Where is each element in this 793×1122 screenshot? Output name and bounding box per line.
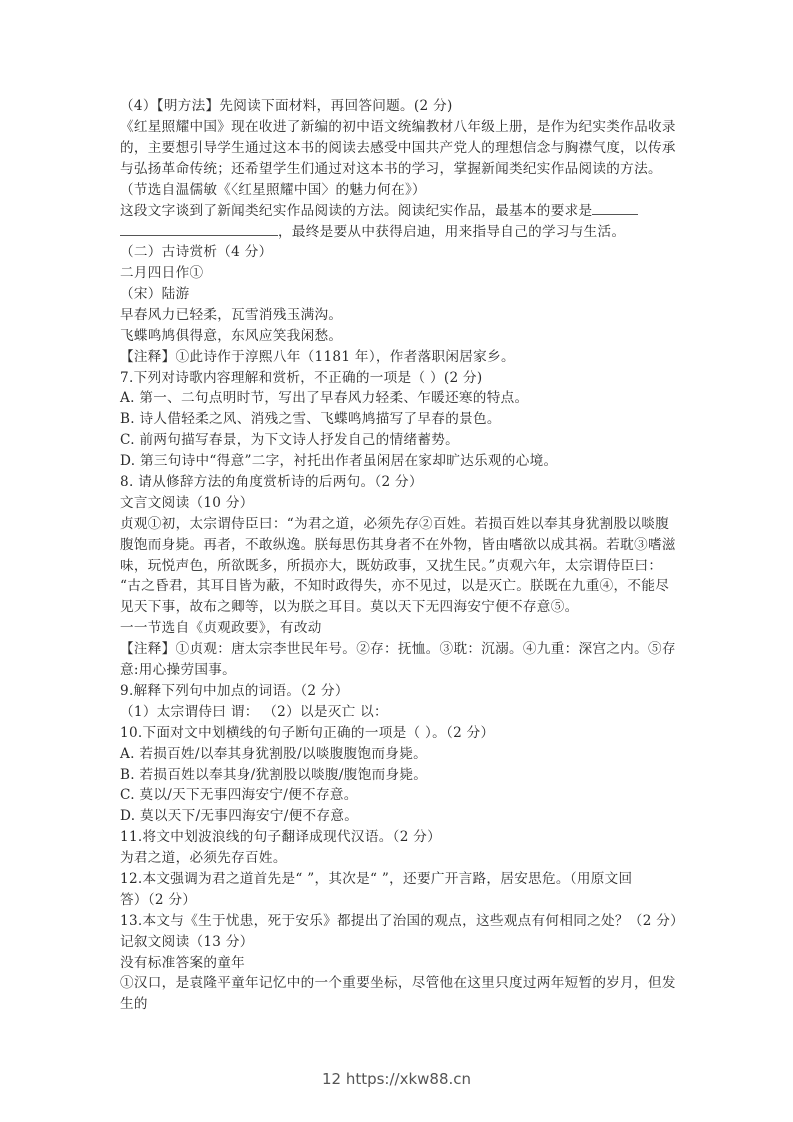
q10-option-c: C. 莫以/天下无事四海安宁/便不存意。 xyxy=(120,787,358,804)
q7-option-b: B. 诗人借轻柔之风、消残之雪、飞蝶鸣鸠描写了早春的景色。 xyxy=(120,411,501,428)
q4-material-line: 与弘扬革命传统；还希望学生们通过对这本书的学习，掌握新闻类纪实作品阅读的方法。 xyxy=(120,160,662,177)
q7-option-c: C. 前两句描写春景，为下文诗人抒发自己的情绪蓄势。 xyxy=(120,432,460,449)
q11-stem: 11.将文中划波浪线的句子翻译成现代汉语。（2 分） xyxy=(120,829,442,846)
q4-heading: （4）【明方法】先阅读下面材料，再回答问题。(2 分) xyxy=(120,98,453,114)
poem-line: 早春风力已轻柔，瓦雪消残玉满沟。 xyxy=(120,306,343,323)
classical-passage-line: 味，玩悦声色，所欲既多，所损亦大，既妨政事，又扰生民。”贞观六年，太宗谓侍臣曰： xyxy=(120,557,663,574)
classical-note-line: 【注释】①贞观：唐太宗李世民年号。②存：抚恤。③耽：沉溺。④九重：深宫之内。⑤存 xyxy=(120,641,676,658)
q10-stem: 10.下面对文中划横线的句子断句正确的一项是（ ）。（2 分） xyxy=(120,724,495,741)
classical-passage-line: 贞观①初，太宗谓侍臣曰：“为君之道，必须先存②百姓。若损百姓以奉其身犹割股以啖腹 xyxy=(120,515,670,532)
classical-passage-line: 腹饱而身毙。再者，不敢纵逸。朕每思伤其身者不在外物，皆由嗜欲以成其祸。若耽③嗜滋 xyxy=(120,536,676,553)
exam-page-body xyxy=(120,96,685,1015)
q12-stem-line: 答）（2 分） xyxy=(120,891,197,908)
narrative-para-line: 生的 xyxy=(120,996,148,1013)
q4-material-line: 《红星照耀中国》现在收进了新编的初中语文统编教材八年级上册，是作为纪实类作品收录 xyxy=(120,118,676,135)
q10-option-a: A. 若损百姓/以奉其身犹割股/以啖腹腹饱而身毙。 xyxy=(120,745,427,762)
q9-stem: 9.解释下列句中加点的词语。（2 分） xyxy=(120,682,349,699)
q7-option-d: D. 第三句诗中“得意”二字，衬托出作者虽闲居在家却旷达乐观的心境。 xyxy=(120,453,558,470)
q4-material-line: 的，主要想引导学生通过这本书的阅读去感受中国共产党人的理想信念与胸襟气度，以传承 xyxy=(120,139,676,156)
q4-prompt-line-2 xyxy=(120,221,680,242)
poem-section-heading: （二）古诗赏析（4 分） xyxy=(120,244,273,261)
answer-blank[interactable] xyxy=(120,221,278,236)
poem-note: 【注释】①此诗作于淳熙八年（1181 年），作者落职闲居家乡。 xyxy=(120,348,515,365)
narrative-section-heading: 记叙文阅读（13 分） xyxy=(120,933,254,950)
classical-note-line: 意:用心操劳国事。 xyxy=(120,662,237,679)
q7-stem: 7.下列对诗歌内容理解和赏析，不正确的一项是（ ）(2 分) xyxy=(120,369,483,386)
q4-prompt-line-1 xyxy=(120,200,680,221)
q7-option-a: A. 第一、二句点明时节，写出了早春风力轻柔、乍暖还寒的特点。 xyxy=(120,390,529,407)
q10-option-b: B. 若损百姓以奉其身/犹割股以啖腹/腹饱而身毙。 xyxy=(120,766,428,783)
classical-passage-line: “古之昏君，其耳目皆为蔽，不知时政得失，亦不见过，以是灭亡。朕既在九重④，不能尽 xyxy=(120,578,670,595)
poem-title: 二月四日作① xyxy=(120,265,204,282)
classical-passage-line: 见天下事，故布之卿等，以为朕之耳目。莫以天下无四海安宁便不存意⑤。 xyxy=(120,599,579,616)
classical-section-heading: 文言文阅读（10 分） xyxy=(120,494,254,511)
poem-author: （宋）陆游 xyxy=(120,286,190,303)
narrative-para-line: ①汉口，是袁隆平童年记忆中的一个重要坐标，尽管他在这里只度过两年短暂的岁月，但发 xyxy=(120,975,676,992)
q11-sentence: 为君之道，必须先存百姓。 xyxy=(120,850,287,867)
narrative-title: 没有标准答案的童年 xyxy=(120,954,246,971)
q9-items: （1）太宗谓侍曰 谓： （2）以是灭亡 以： xyxy=(120,703,388,720)
classical-source: 一一节选自《贞观政要》，有改动 xyxy=(120,620,322,637)
page-number: 12 xyxy=(321,1070,342,1088)
poem-line: 飞蝶鸣鸠俱得意，东风应笑我闲愁。 xyxy=(120,327,343,344)
q13-stem: 13.本文与《生于忧患，死于安乐》都提出了治国的观点，这些观点有何相同之处？（2 分） xyxy=(120,912,685,929)
answer-blank[interactable] xyxy=(592,200,638,215)
q8-stem: 8. 请从修辞方法的角度赏析诗的后两句。（2 分） xyxy=(120,474,423,491)
q10-option-d: D. 莫以天下/无事四海安宁/便不存意。 xyxy=(120,808,359,825)
page-footer xyxy=(0,1070,793,1088)
q12-stem-line: 12.本文强调为君之道首先是“ ”，其次是“ ”，还要广开言路，居安思危。（用原文回 xyxy=(120,870,633,887)
q4-source: （节选自温儒敏《〈红星照耀中国〉的魅力何在》） xyxy=(120,181,426,198)
q4-prompt-text: ，最终是要从中获得启迪，用来指导自己的学习与生活。 xyxy=(278,224,626,241)
footer-url[interactable]: https://xkw88.cn xyxy=(345,1070,472,1088)
q4-prompt-text: 这段文字谈到了新闻类纪实作品阅读的方法。阅读纪实作品，最基本的要求是 xyxy=(120,203,593,220)
